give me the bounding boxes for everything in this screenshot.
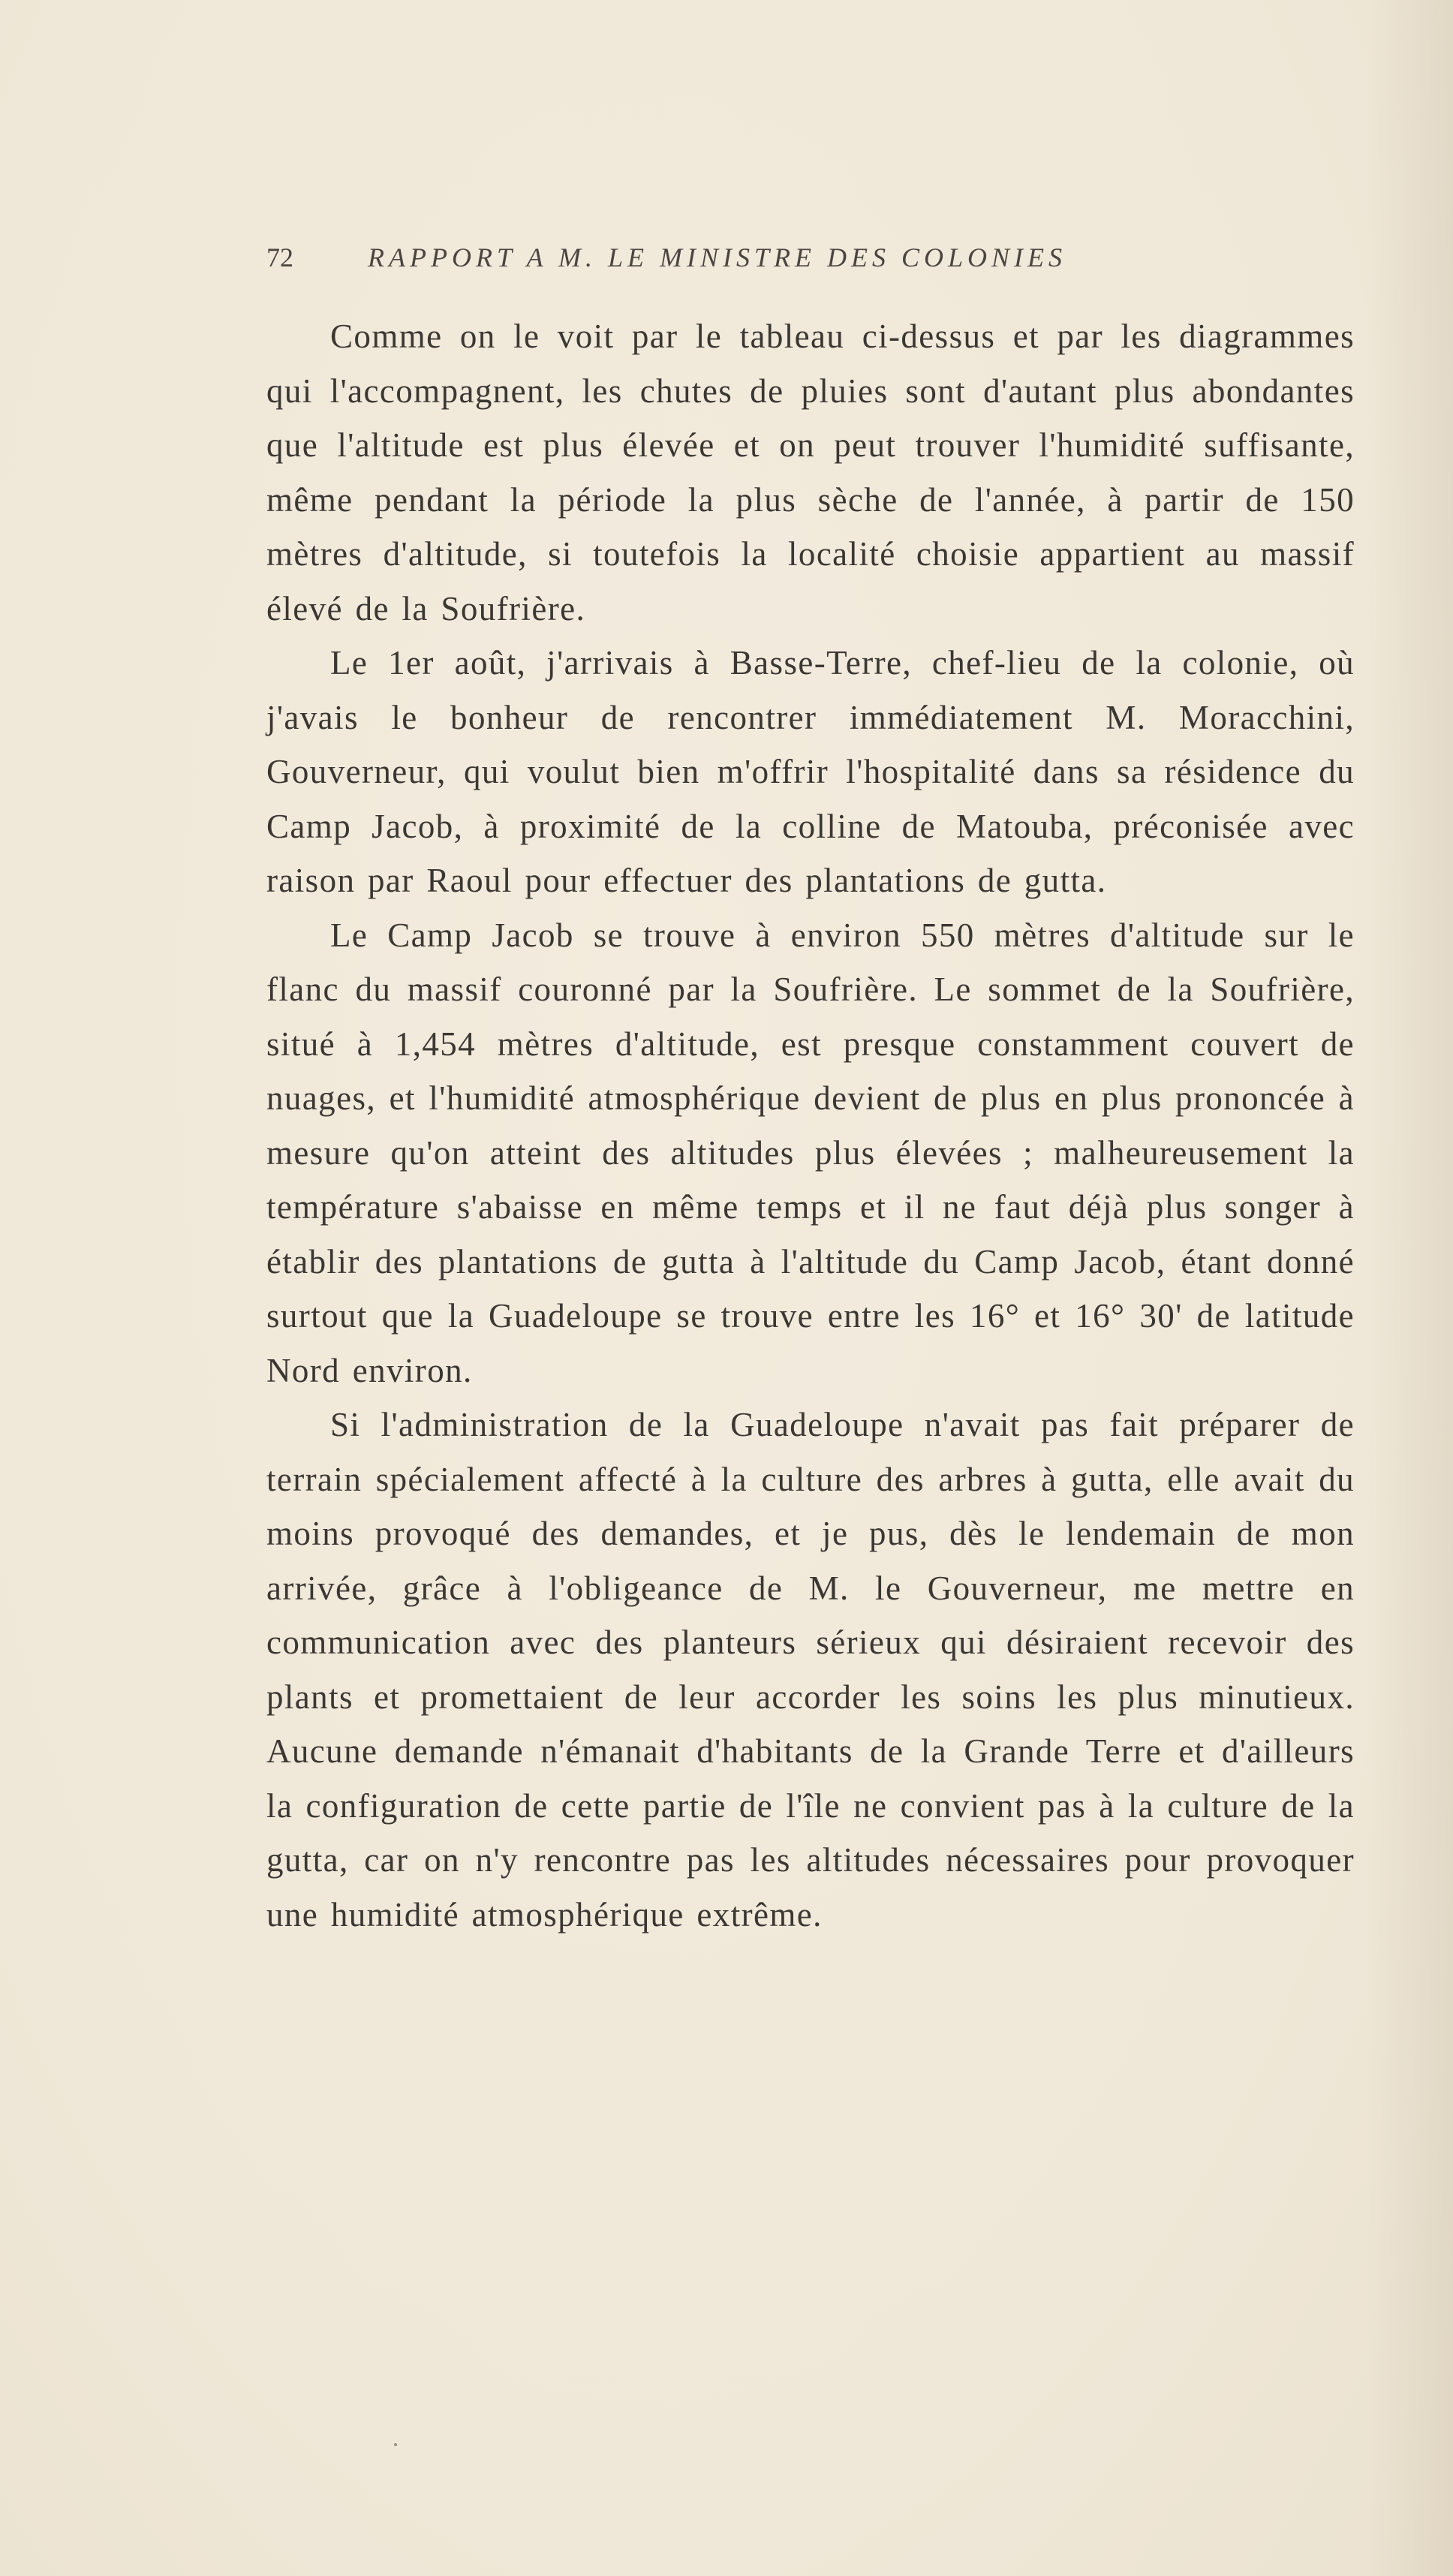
- running-title: RAPPORT A M. LE MINISTRE DES COLONIES: [368, 242, 1066, 272]
- paragraph-4: Si l'administration de la Guadeloupe n'avait pas fait préparer de terrain spécialement affecté à la culture des arbres à gutta, elle avait du moins provoqué des demandes, et je pus, dès le lendemain de mon arrivée, grâce à l'obligeance de M. le Gouverneur, me mettre en communication avec des planteurs sérieux qui désiraient recevoir des plants et promettaient de leur accorder les soins les plus minutieux. Aucune demande n'émanait d'habitants de la Grande Terre et d'ailleurs la configuration de cette partie de l'île ne convient pas à la culture de la gutta, car on n'y rencontre pas les altitudes nécessaires pour provoquer une humidité atmosphérique extrême.: [266, 1406, 1355, 1934]
- running-header: [266, 242, 1257, 287]
- paragraph-2: Le 1er août, j'arrivais à Basse-Terre, chef-lieu de la colonie, où j'avais le bonheur de rencontrer immédiatement M. Moracchini, Gouverneur, qui voulut bien m'offrir l'hospitalité dans sa résidence du Camp Jacob, à proximité de la colline de Matouba, préconisée avec raison par Raoul pour effectuer des plantations de gutta.: [266, 644, 1355, 899]
- body-text: [266, 309, 1355, 1942]
- paragraph-1: Comme on le voit par le tableau ci-dessus et par les diagrammes qui l'accompagnent, les chutes de pluies sont d'autant plus abondantes que l'altitude est plus élevée et on peut trouver l'humidité suffisante, même pendant la période la plus sèche de l'année, à partir de 150 mètres d'altitude, si toutefois la localité choisie appartient au massif élevé de la Soufrière.: [266, 317, 1355, 627]
- page-number: 72: [266, 242, 293, 272]
- paragraph-3: Le Camp Jacob se trouve à environ 550 mètres d'altitude sur le flanc du massif couronné par la Soufrière. Le sommet de la Soufrière, situé à 1,454 mètres d'altitude, est presque constamment couvert de nuages, et l'humidité atmosphérique devient de plus en plus prononcée à mesure qu'on atteint des altitudes plus élevées ; malheureusement la température s'abaisse en même temps et il ne faut déjà plus songer à établir des plantations de gutta à l'altitude du Camp Jacob, étant donné surtout que la Guadeloupe se trouve entre les 16° et 16° 30' de latitude Nord environ.: [266, 916, 1355, 1389]
- ink-speck: [394, 2443, 397, 2446]
